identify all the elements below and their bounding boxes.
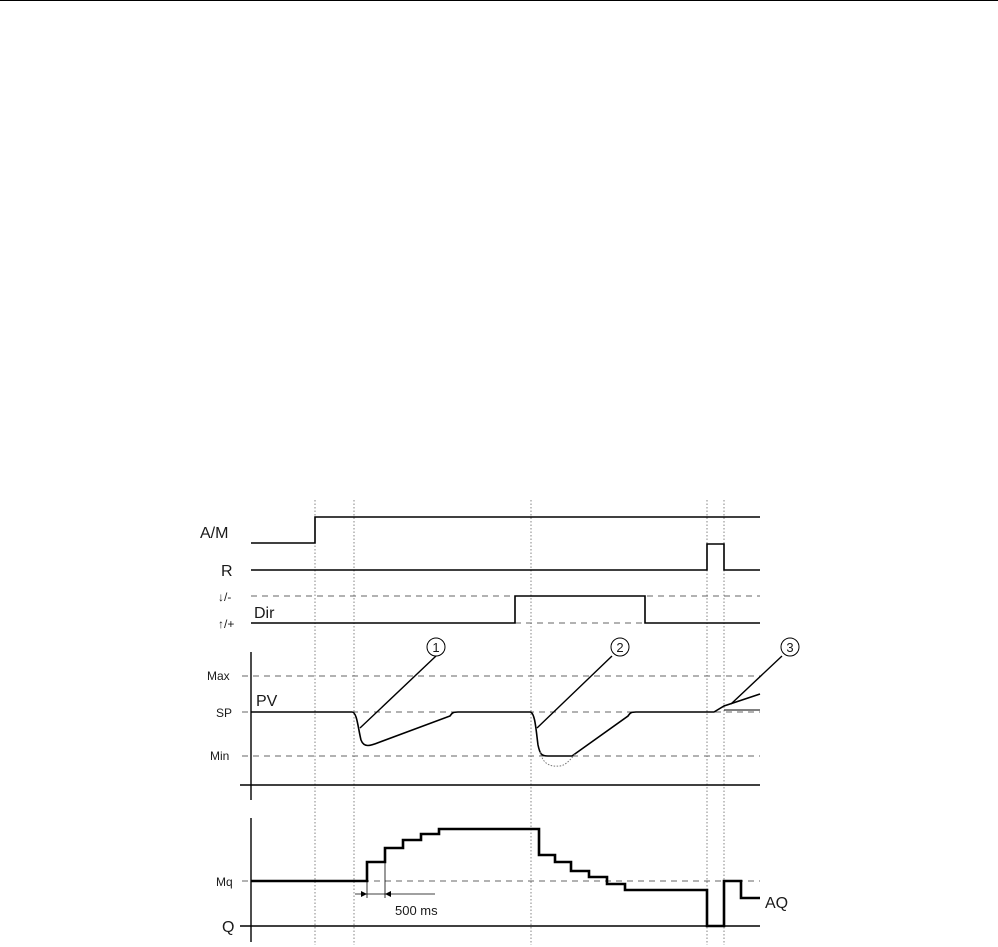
q-label: Q [222,919,235,936]
callout-3 [731,638,799,704]
r-label: R [221,563,233,580]
r-signal [251,544,760,570]
pv-label: PV [256,693,278,710]
sample-time-label: 500 ms [395,903,438,918]
aq-signal [251,829,760,926]
time-markers [315,500,724,945]
callout-1-number: 1 [432,640,440,655]
sample-time-arrow [361,891,367,897]
mq-label: Mq [216,875,233,889]
callout-3-leader [731,656,782,704]
dir-up-label: ↑/+ [218,617,235,631]
am-label: A/M [200,525,229,542]
dir-signal [251,596,760,623]
dir-label: Dir [254,605,275,622]
min-label: Min [210,749,230,763]
pv-curve [251,694,760,756]
max-label: Max [207,669,230,683]
sp-label: SP [216,706,233,720]
callout-2 [537,638,629,728]
aq-label: AQ [765,895,789,912]
callout-3-number: 3 [786,640,794,655]
am-signal [251,517,760,543]
pv-unlimited-curve [540,752,575,766]
callout-1 [360,638,445,728]
dir-down-label: ↓/- [218,590,232,604]
callout-1-leader [360,656,436,728]
callout-2-leader [537,656,612,728]
sample-time-arrow [385,891,391,897]
callout-2-number: 2 [616,640,624,655]
